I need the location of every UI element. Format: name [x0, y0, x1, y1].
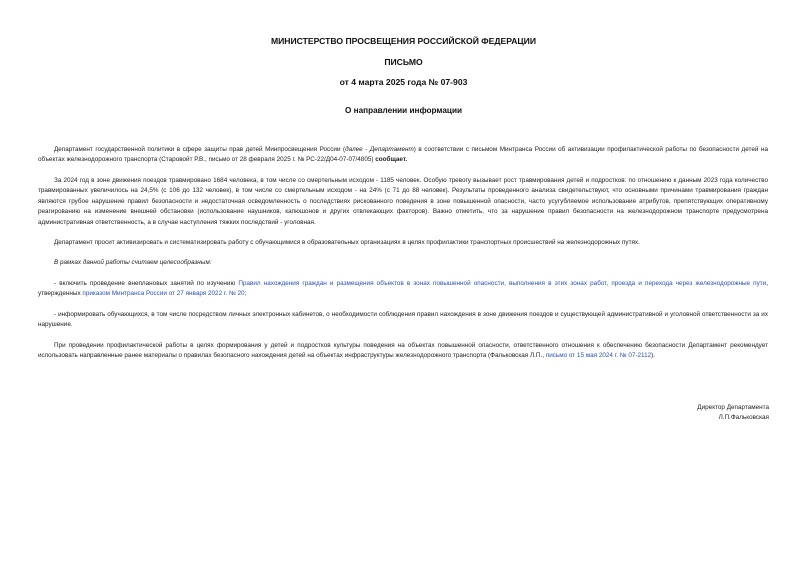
intro-text-1: Департамент государственной политики в сфере защиты прав детей Минпросвещения России ( — [54, 146, 346, 153]
ministry-title: МИНИСТЕРСТВО ПРОСВЕЩЕНИЯ РОССИЙСКОЙ ФЕДЕРАЦИИ — [270, 36, 537, 46]
paragraph-intro — [38, 145, 768, 166]
materials-text-2: ). — [651, 352, 656, 360]
document-type: ПИСЬМО — [384, 57, 423, 67]
intro-text-2: ) в соответствии с письмом Минтранса России об активизации профилактической работы по безопасности детей на объектах железнодорожного транспорта (Старовойт Р.В., письмо от 28 февраля 2025 г. № РС-22/Д04-07-07/4805) — [38, 146, 768, 164]
intro-abbrev: далее - Департамент — [345, 146, 414, 153]
order-link[interactable]: приказом Минтранса России от 27 января 2022 г. № 20 — [82, 290, 245, 298]
paragraph-request: Департамент просит активизировать и систематизировать работу с обучающимися в образовательных организациях в целях профилактики транспортных происшествий на железнодорожных путях. — [54, 239, 640, 246]
paragraph-materials — [38, 341, 768, 362]
rules-link[interactable]: Правил нахождения граждан и размещения объектов в зонах повышенной опасности, выполнения в этих зонах работ, проезда и перехода через железнодорожные пути — [238, 280, 767, 287]
paragraph-recommendations-lead: В рамках данной работы считаем целесообразным: — [54, 259, 212, 266]
paragraph-item-inform: - информировать обучающихся, в том числе посредством личных электронных кабинетов, о необходимости соблюдения правил нахождения в зоне движения поездов и существующей административной и уголовной ответственности за их нарушение. — [38, 311, 768, 329]
materials-text-1: При проведении профилактической работы в целях формирования у детей и подростков культуры поведения на объектах повышенной опасности, ответственного отношения к обеспечению безопасности Департамент рекомендует использовать направленные ранее материалы о правилах безопасного нахождения детей на объектах инфраструктуры железнодорожного транспорта (Фальковская Л.П., — [38, 342, 768, 360]
item-lessons-text-2: , утвержденных — [38, 280, 768, 298]
item-lessons-text-3: ; — [244, 290, 247, 298]
signature-name: Л.П.Фальковская — [718, 414, 769, 421]
document-date-number: от 4 марта 2025 года № 07-903 — [339, 77, 468, 87]
item-lessons-text-1: - включить проведение внеплановых занятий по изучению — [54, 280, 239, 287]
intro-verb: сообщает. — [375, 156, 408, 164]
letter-link[interactable]: письмо от 15 мая 2024 г. № 07-2112 — [545, 352, 652, 360]
signature-position: Директор Департамента — [697, 404, 769, 411]
paragraph-item-lessons — [38, 279, 768, 300]
paragraph-statistics: За 2024 год в зоне движения поездов травмировано 1684 человека, в том числе со смертельным исходом - 1185 человек. Особую тревогу вызывает рост травмирования детей и подростков: по отношению к данным 2023 года количество травмированных увеличилось на 24,5% (с 106 до 132 человек), в том числе со смертельным исходом - на 24% (с 71 до 88 человек). Результаты проведенного анализа свидетельствуют, что основными причинами травмирования граждан являются грубое нарушение правил безопасности и недостаточная осведомленность о последствиях рискованного поведения в зоне повышенной опасности, часто усугубляемое использование атрибутов, препятствующих оперативному реагированию на изменение внешней обстановки (использование наушников, капюшонов и других отвлекающих факторов). Важно отметить, что за нарушение правил безопасности на железнодорожном транспорте предусмотрена административная ответственность, а в случае наступления тяжких последствий - уголовная. — [38, 177, 768, 226]
document-subject: О направлении информации — [344, 106, 463, 115]
